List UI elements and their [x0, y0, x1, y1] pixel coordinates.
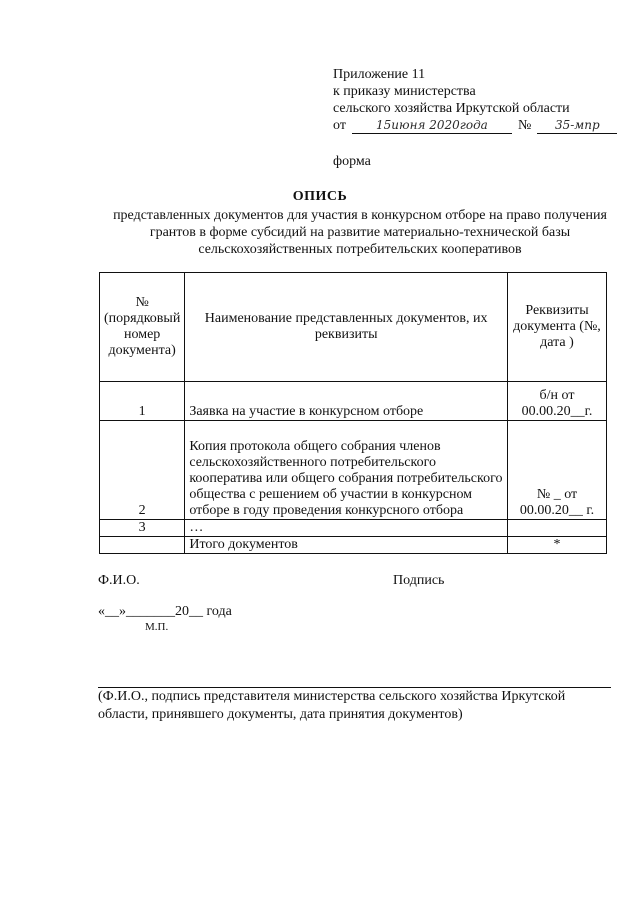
cell-requisites: б/н от 00.00.20__г.: [508, 382, 607, 421]
cell-name: Заявка на участие в конкурсном отборе: [185, 382, 508, 421]
cell-requisites: № _ от 00.00.20__ г.: [508, 421, 607, 520]
appendix-number: Приложение 11: [333, 67, 426, 82]
header-name: Наименование представленных документов, их реквизиты: [185, 273, 508, 382]
appendix-header: [333, 66, 617, 134]
appendix-order-ref: к приказу министерства: [333, 84, 476, 99]
table-row: [100, 520, 607, 537]
table-row: [100, 382, 607, 421]
bottom-note: (Ф.И.О., подпись представителя министерства сельского хозяйства Иркутской области, принявшего документы, дата принятия документов): [98, 689, 566, 722]
signature-label: Подпись: [393, 573, 445, 588]
header-requisites: Реквизиты документа (№, дата ): [508, 273, 607, 382]
header-number: № (порядковый номер документа): [100, 273, 185, 382]
handwritten-date: 15июня 2020года: [352, 118, 512, 134]
table-row: [100, 421, 607, 520]
documents-table: [99, 272, 607, 554]
cell-number: [100, 537, 185, 554]
date-line: «__»_______20__ года: [98, 604, 232, 619]
fio-label: Ф.И.О.: [98, 573, 140, 588]
cell-number: 1: [100, 382, 185, 421]
cell-name: …: [185, 520, 508, 537]
document-title: ОПИСЬ: [292, 189, 348, 204]
appendix-date-number-line: [333, 117, 617, 134]
cell-name: Копия протокола общего собрания членов сельскохозяйственного потребительского кооператива или общего собрания потребительского общества с решением об участии в конкурсном отборе в году проведения конкурсного отбора: [185, 421, 508, 520]
document-subtitle: представленных документов для участия в конкурсном отборе на право получения грантов в форме субсидий на развитие материально-технической базы сельскохозяйственных потребительских кооперативов: [113, 208, 607, 257]
table-total-row: [100, 537, 607, 554]
handwritten-number: 35-мпр: [537, 118, 617, 134]
form-label: форма: [333, 154, 371, 169]
cell-number: 2: [100, 421, 185, 520]
table-header-row: [100, 273, 607, 382]
cell-number: 3: [100, 520, 185, 537]
cell-requisites: [508, 520, 607, 537]
cell-total-label: Итого документов: [185, 537, 508, 554]
cell-total-value: *: [508, 537, 607, 554]
from-label: от: [333, 118, 346, 133]
number-label: №: [517, 118, 532, 133]
stamp-place-label: М.П.: [145, 621, 169, 633]
appendix-ministry: сельского хозяйства Иркутской области: [333, 101, 570, 116]
